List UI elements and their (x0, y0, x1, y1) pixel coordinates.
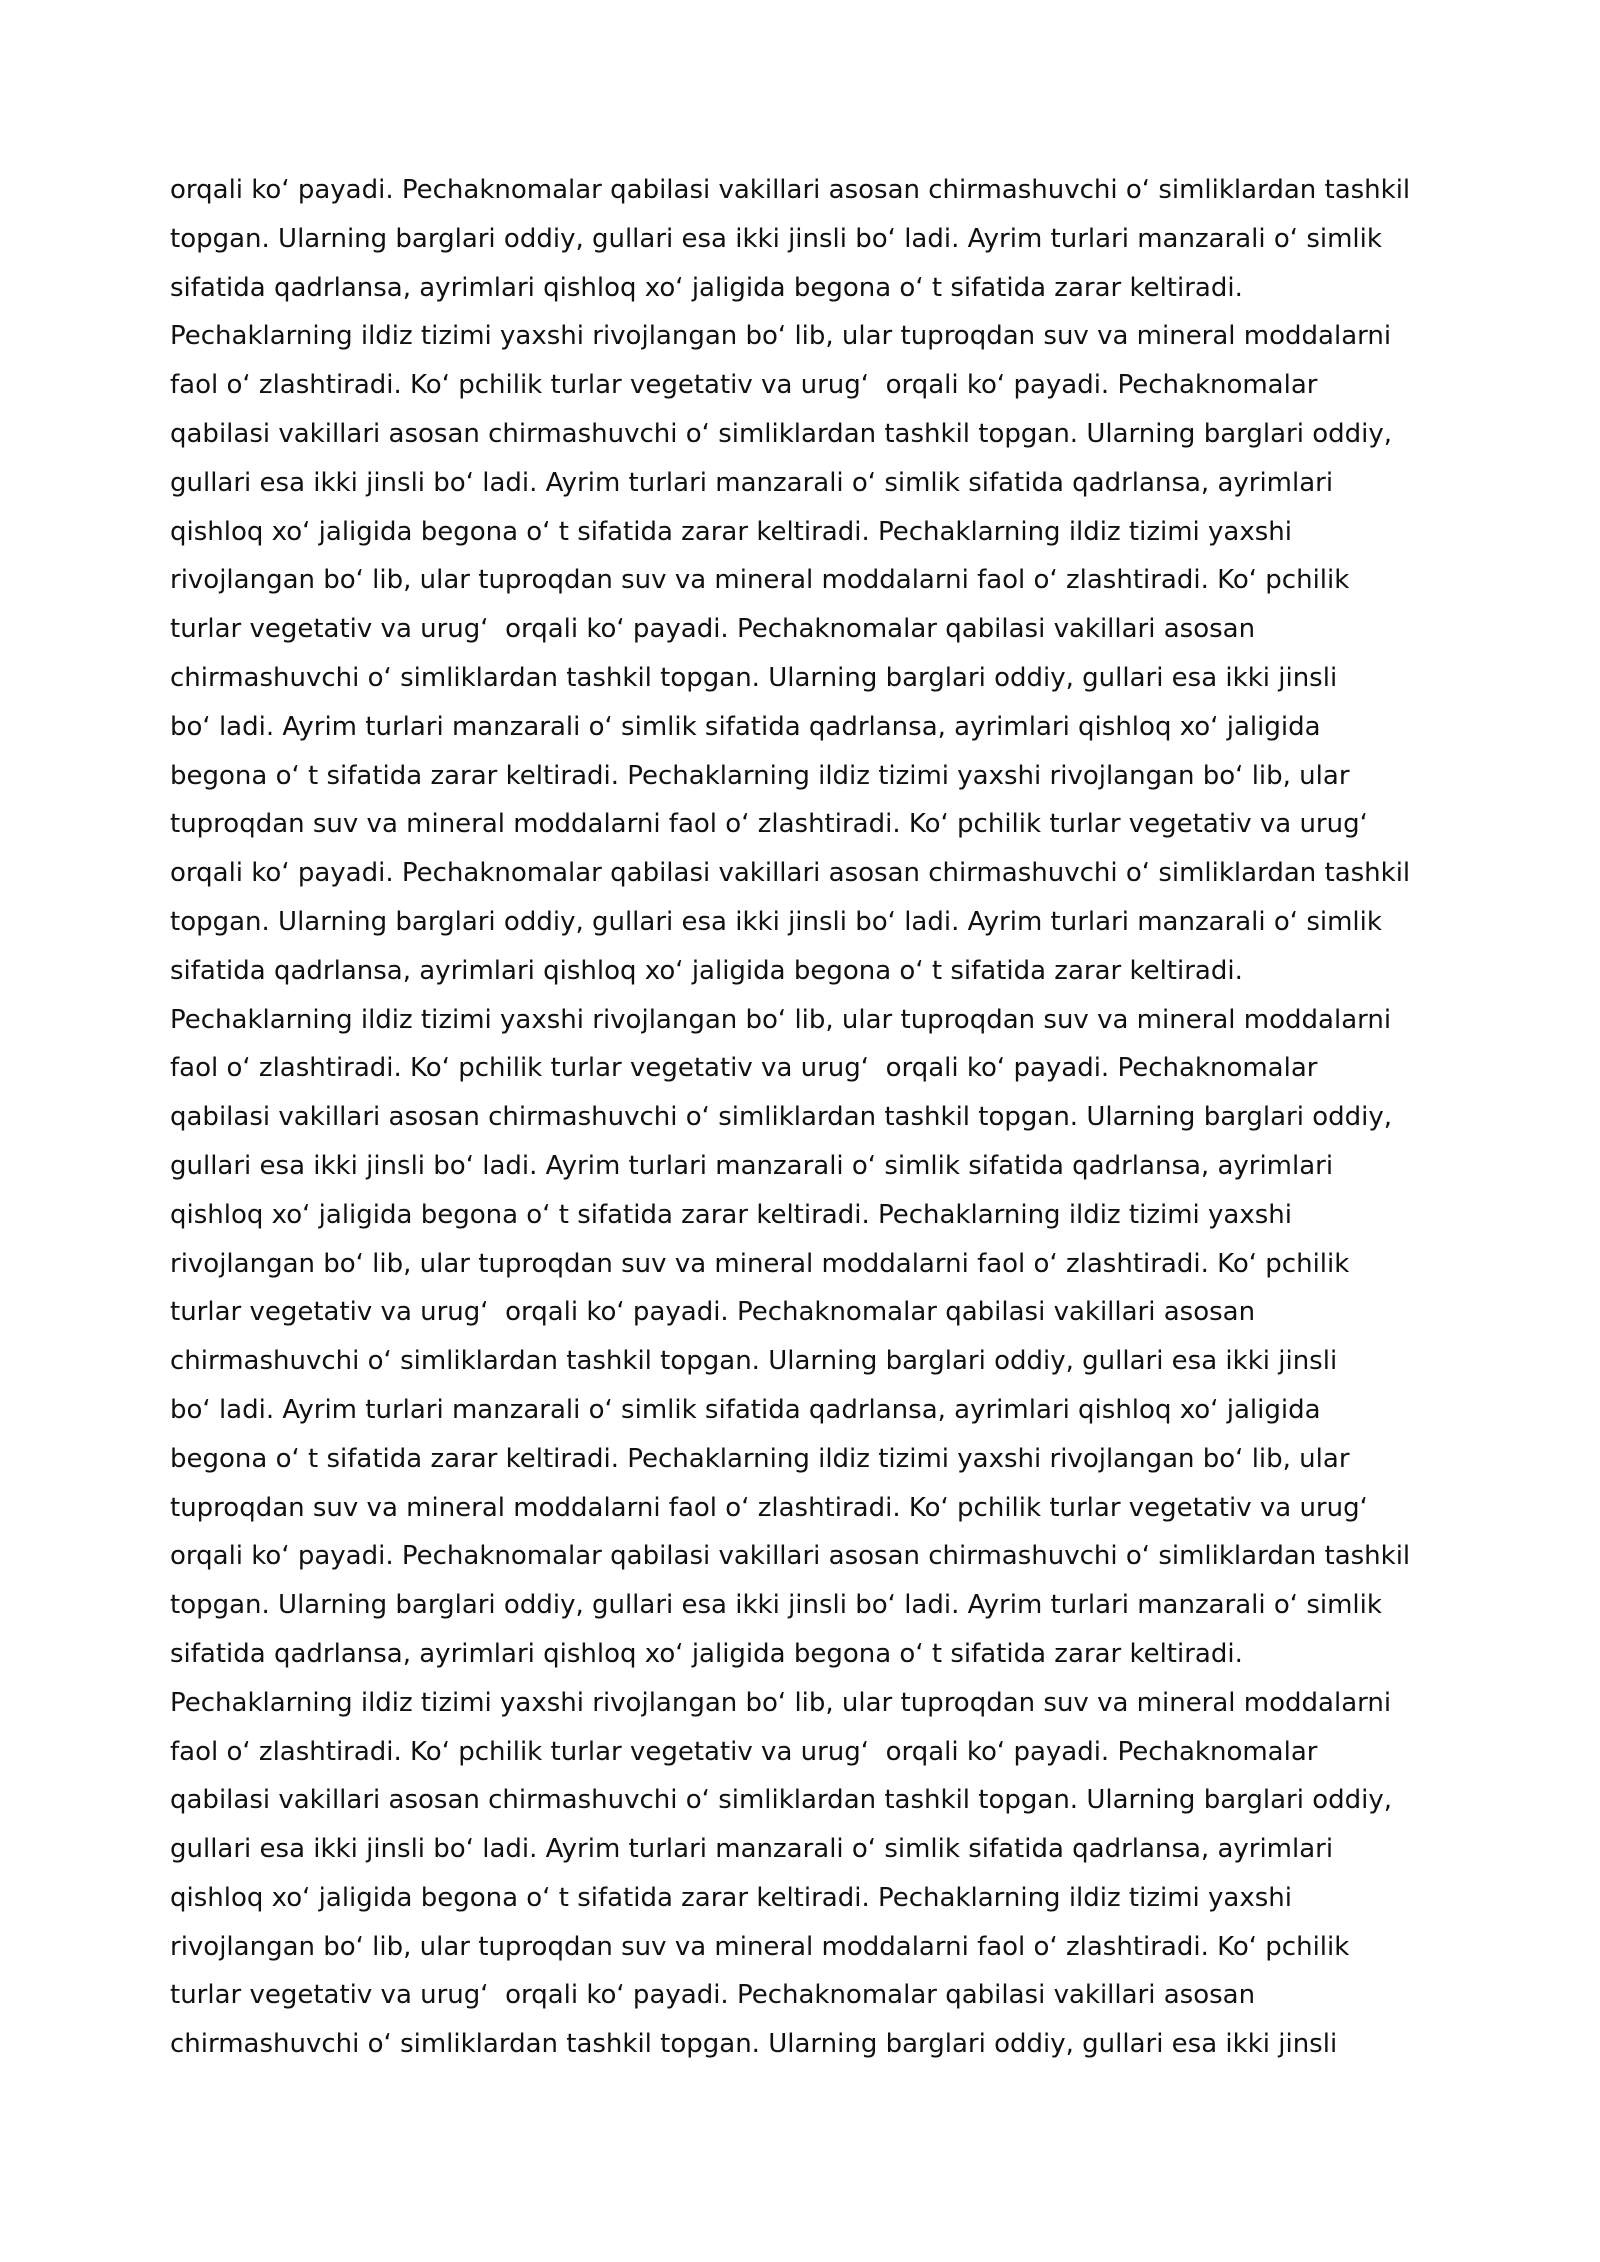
text-line: bo‘ ladi. Ayrim turlari manzarali o‘ simlik sifatida qadrlansa, ayrimlari qishloq xo‘ jaligida (170, 1394, 1321, 1425)
text-line: begona o‘ t sifatida zarar keltiradi. Pechaklarning ildiz tizimi yaxshi rivojlangan bo‘ lib, ular (170, 1443, 1350, 1474)
text-line: topgan. Ularning barglari oddiy, gullari esa ikki jinsli bo‘ ladi. Ayrim turlari manzarali o‘ simlik (170, 223, 1382, 254)
text-line: orqali ko‘ payadi. Pechaknomalar qabilasi vakillari asosan chirmashuvchi o‘ simliklardan tashkil (170, 1541, 1411, 1572)
text-line: rivojlangan bo‘ lib, ular tuproqdan suv va mineral moddalarni faol o‘ zlashtiradi. Ko‘ pchilik (170, 565, 1350, 596)
text-line: qabilasi vakillari asosan chirmashuvchi o‘ simliklardan tashkil topgan. Ularning barglari oddiy, (170, 1785, 1392, 1816)
text-line: chirmashuvchi o‘ simliklardan tashkil topgan. Ularning barglari oddiy, gullari esa ikki jinsli (170, 662, 1338, 693)
text-line: gullari esa ikki jinsli bo‘ ladi. Ayrim turlari manzarali o‘ simlik sifatida qadrlansa, ayrimlari (170, 1834, 1334, 1865)
text-line: qishloq xo‘ jaligida begona o‘ t sifatida zarar keltiradi. Pechaklarning ildiz tizimi yaxshi (170, 1199, 1292, 1230)
text-line: topgan. Ularning barglari oddiy, gullari esa ikki jinsli bo‘ ladi. Ayrim turlari manzarali o‘ simlik (170, 1590, 1382, 1621)
text-line: turlar vegetativ va urug‘ orqali ko‘ payadi. Pechaknomalar qabilasi vakillari asosan (170, 614, 1256, 645)
text-line: qabilasi vakillari asosan chirmashuvchi o‘ simliklardan tashkil topgan. Ularning barglari oddiy, (170, 418, 1392, 449)
text-line: orqali ko‘ payadi. Pechaknomalar qabilasi vakillari asosan chirmashuvchi o‘ simliklardan tashkil (170, 175, 1411, 205)
text-line: topgan. Ularning barglari oddiy, gullari esa ikki jinsli bo‘ ladi. Ayrim turlari manzarali o‘ simlik (170, 906, 1382, 937)
text-line: rivojlangan bo‘ lib, ular tuproqdan suv va mineral moddalarni faol o‘ zlashtiradi. Ko‘ pchilik (170, 1931, 1350, 1962)
text-line: turlar vegetativ va urug‘ orqali ko‘ payadi. Pechaknomalar qabilasi vakillari asosan (170, 1980, 1256, 2011)
text-line: faol o‘ zlashtiradi. Ko‘ pchilik turlar vegetativ va urug‘ orqali ko‘ payadi. Pechaknomalar (170, 1053, 1318, 1084)
text-line: Pechaklarning ildiz tizimi yaxshi rivojlangan bo‘ lib, ular tuproqdan suv va mineral moddalarni (170, 1687, 1392, 1718)
text-line: chirmashuvchi o‘ simliklardan tashkil topgan. Ularning barglari oddiy, gullari esa ikki jinsli (170, 1346, 1338, 1377)
text-line: Pechaklarning ildiz tizimi yaxshi rivojlangan bo‘ lib, ular tuproqdan suv va mineral moddalarni (170, 321, 1392, 352)
text-line: faol o‘ zlashtiradi. Ko‘ pchilik turlar vegetativ va urug‘ orqali ko‘ payadi. Pechaknomalar (170, 1736, 1318, 1767)
text-line: qishloq xo‘ jaligida begona o‘ t sifatida zarar keltiradi. Pechaklarning ildiz tizimi yaxshi (170, 516, 1292, 547)
body-text (170, 166, 1470, 2069)
text-line: Pechaklarning ildiz tizimi yaxshi rivojlangan bo‘ lib, ular tuproqdan suv va mineral moddalarni (170, 1004, 1392, 1035)
text-line: turlar vegetativ va urug‘ orqali ko‘ payadi. Pechaknomalar qabilasi vakillari asosan (170, 1297, 1256, 1328)
text-line: gullari esa ikki jinsli bo‘ ladi. Ayrim turlari manzarali o‘ simlik sifatida qadrlansa, ayrimlari (170, 467, 1334, 498)
text-line: sifatida qadrlansa, ayrimlari qishloq xo‘ jaligida begona o‘ t sifatida zarar keltiradi. (170, 955, 1243, 986)
text-line: chirmashuvchi o‘ simliklardan tashkil topgan. Ularning barglari oddiy, gullari esa ikki jinsli (170, 2029, 1338, 2060)
text-line: qabilasi vakillari asosan chirmashuvchi o‘ simliklardan tashkil topgan. Ularning barglari oddiy, (170, 1102, 1392, 1133)
text-line: tuproqdan suv va mineral moddalarni faol o‘ zlashtiradi. Ko‘ pchilik turlar vegetativ va urug‘ (170, 1492, 1368, 1523)
text-line: begona o‘ t sifatida zarar keltiradi. Pechaklarning ildiz tizimi yaxshi rivojlangan bo‘ lib, ular (170, 760, 1350, 791)
text-line: bo‘ ladi. Ayrim turlari manzarali o‘ simlik sifatida qadrlansa, ayrimlari qishloq xo‘ jaligida (170, 711, 1321, 742)
text-line: orqali ko‘ payadi. Pechaknomalar qabilasi vakillari asosan chirmashuvchi o‘ simliklardan tashkil (170, 858, 1411, 889)
text-line: sifatida qadrlansa, ayrimlari qishloq xo‘ jaligida begona o‘ t sifatida zarar keltiradi. (170, 272, 1243, 303)
text-line: gullari esa ikki jinsli bo‘ ladi. Ayrim turlari manzarali o‘ simlik sifatida qadrlansa, ayrimlari (170, 1150, 1334, 1181)
text-line: faol o‘ zlashtiradi. Ko‘ pchilik turlar vegetativ va urug‘ orqali ko‘ payadi. Pechaknomalar (170, 370, 1318, 401)
text-line: qishloq xo‘ jaligida begona o‘ t sifatida zarar keltiradi. Pechaklarning ildiz tizimi yaxshi (170, 1882, 1292, 1913)
text-line: tuproqdan suv va mineral moddalarni faol o‘ zlashtiradi. Ko‘ pchilik turlar vegetativ va urug‘ (170, 809, 1368, 840)
text-line: sifatida qadrlansa, ayrimlari qishloq xo‘ jaligida begona o‘ t sifatida zarar keltiradi. (170, 1638, 1243, 1669)
text-line: rivojlangan bo‘ lib, ular tuproqdan suv va mineral moddalarni faol o‘ zlashtiradi. Ko‘ pchilik (170, 1248, 1350, 1279)
